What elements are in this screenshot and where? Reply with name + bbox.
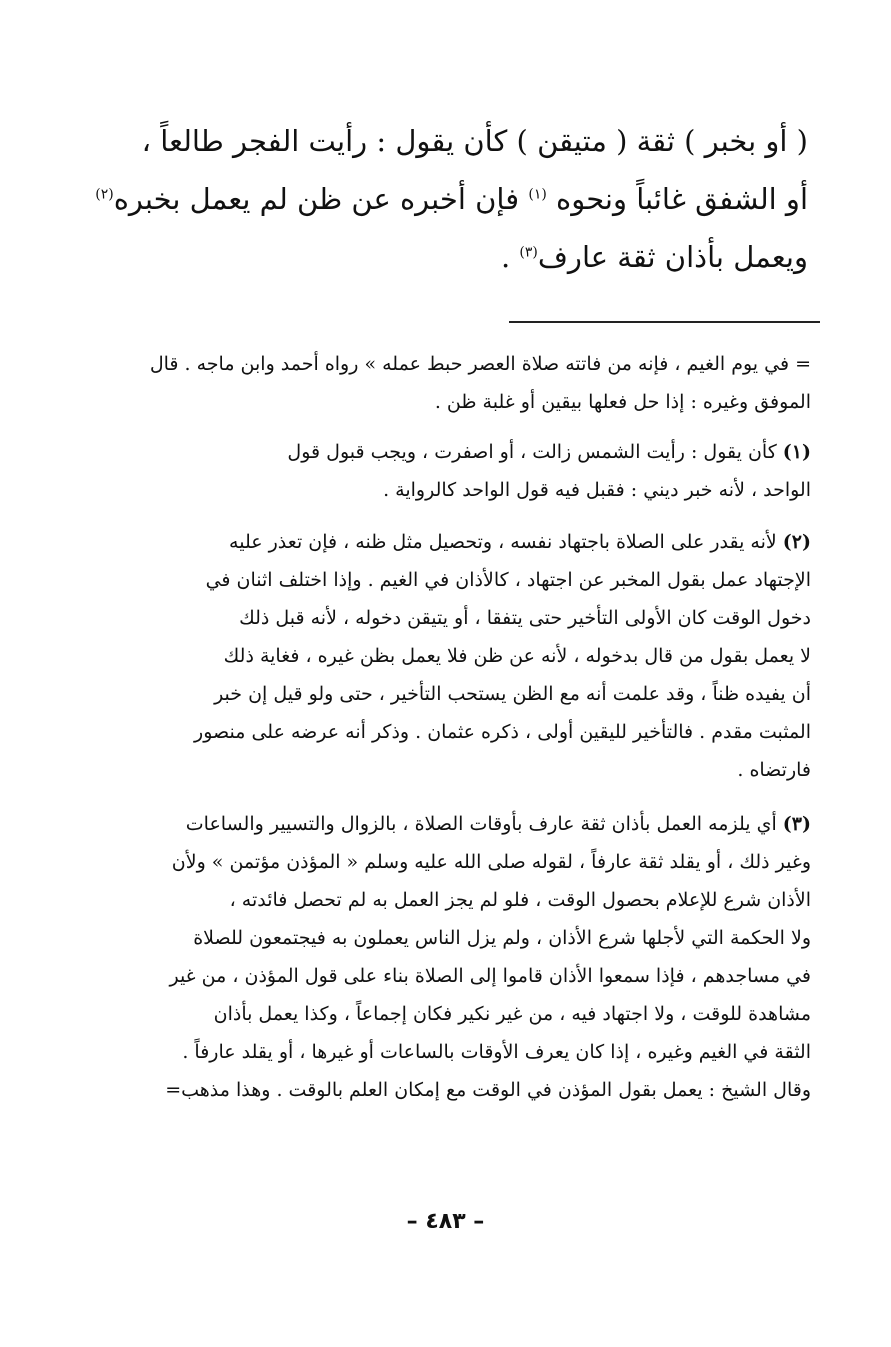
main-text-line xyxy=(96,228,808,286)
main-text-line-3: ويعمل بأذان ثقة عارف xyxy=(537,240,808,274)
footnote-ref-3: (٣) xyxy=(519,244,538,261)
main-text-line-1: ( أو بخبر ) ثقة ( متيقن ) كأن يقول : رأيت الفجر طالعاً ، xyxy=(141,124,808,158)
footnote-line xyxy=(80,523,811,561)
main-text-line-2b: فإن أخبره عن ظن لم يعمل بخبره xyxy=(113,182,520,216)
main-text-line-2a: أو الشفق غائباً ونحوه xyxy=(556,182,808,216)
footnote-ref-1: (١) xyxy=(528,186,547,203)
main-text-line xyxy=(96,112,808,170)
footnote-line xyxy=(80,805,811,843)
footnote-line: الموفق وغيره : إذا حل فعلها بيقين أو غلبة ظن . xyxy=(434,391,811,413)
footnote-text: أي يلزمه العمل بأذان ثقة عارف بأوقات الصلاة ، بالزوال والتسيير والساعات xyxy=(185,813,777,835)
footnote-line: الثقة في الغيم وغيره ، إذا كان يعرف الأوقات بالساعات أو غيرها ، أو يقلد عارفاً . xyxy=(182,1041,811,1063)
footnote-gap xyxy=(80,421,811,433)
footnotes xyxy=(80,345,811,1109)
footnote-line: وغير ذلك ، أو يقلد ثقة عارفاً ، لقوله صلى الله عليه وسلم « المؤذن مؤتمن » ولأن xyxy=(171,851,811,873)
footnote-number: (٢) xyxy=(782,531,811,553)
footnote-number: (١) xyxy=(782,441,811,463)
footnote-2 xyxy=(80,523,811,789)
footnote-line: فارتضاه . xyxy=(737,759,811,781)
footnote-continuation xyxy=(80,345,811,421)
footnote-line: ولا الحكمة التي لأجلها شرع الأذان ، ولم يزل الناس يعملون به فيجتمعون للصلاة xyxy=(193,927,811,949)
footnote-1 xyxy=(80,433,811,509)
footnote-line: مشاهدة للوقت ، ولا اجتهاد فيه ، من غير نكير فكان إجماعاً ، وكذا يعمل بأذان xyxy=(213,1003,811,1025)
footnote-ref-2: (٢) xyxy=(95,186,114,203)
footnote-line: لا يعمل بقول من قال بدخوله ، لأنه عن ظن فلا يعمل بظن غيره ، فغاية ذلك xyxy=(223,645,811,667)
footnote-gap xyxy=(80,509,811,523)
main-text-end-period: . xyxy=(500,240,511,274)
footnote-3 xyxy=(80,805,811,1109)
footnote-number: (٣) xyxy=(782,813,811,835)
footnote-text: لأنه يقدر على الصلاة باجتهاد نفسه ، وتحصيل مثل ظنه ، فإن تعذر عليه xyxy=(229,531,777,553)
footnote-line: المثبت مقدم . فالتأخير لليقين أولى ، ذكره عثمان . وذكر أنه عرضه على منصور xyxy=(194,721,811,743)
footnote-line: في مساجدهم ، فإذا سمعوا الأذان قاموا إلى الصلاة بناء على قول المؤذن ، من غير xyxy=(169,965,811,987)
footnote-line: دخول الوقت كان الأولى التأخير حتى يتفقا ، أو يتيقن دخوله ، لأنه قبل ذلك xyxy=(239,607,811,629)
footnote-text: كأن يقول : رأيت الشمس زالت ، أو اصفرت ، ويجب قبول قول xyxy=(287,441,777,463)
footnote-gap xyxy=(80,789,811,805)
main-text xyxy=(96,112,808,286)
footnote-line xyxy=(80,433,811,471)
main-text-line xyxy=(96,170,808,228)
footnote-line: الأذان شرع للإعلام بحصول الوقت ، فلو لم يجز العمل به لم تحصل فائدته ، xyxy=(229,889,811,911)
footnote-line: أن يفيده ظناً ، وقد علمت أنه مع الظن يستحب التأخير ، حتى ولو قيل إن خبر xyxy=(214,683,811,705)
page-number: – ٤٨٣ – xyxy=(406,1209,485,1234)
footnote-separator-rule xyxy=(509,321,820,323)
footnote-line: الواحد ، لأنه خبر ديني : فقبل فيه قول الواحد كالرواية . xyxy=(383,479,811,501)
footnote-line: = في يوم الغيم ، فإنه من فاتته صلاة العصر حبط عمله » رواه أحمد وابن ماجه . قال xyxy=(149,353,811,375)
footnote-line: الإجتهاد عمل بقول المخبر عن اجتهاد ، كالأذان في الغيم . وإذا اختلف اثنان في xyxy=(205,569,811,591)
footnote-line: وقال الشيخ : يعمل بقول المؤذن في الوقت مع إمكان العلم بالوقت . وهذا مذهب= xyxy=(165,1079,811,1101)
